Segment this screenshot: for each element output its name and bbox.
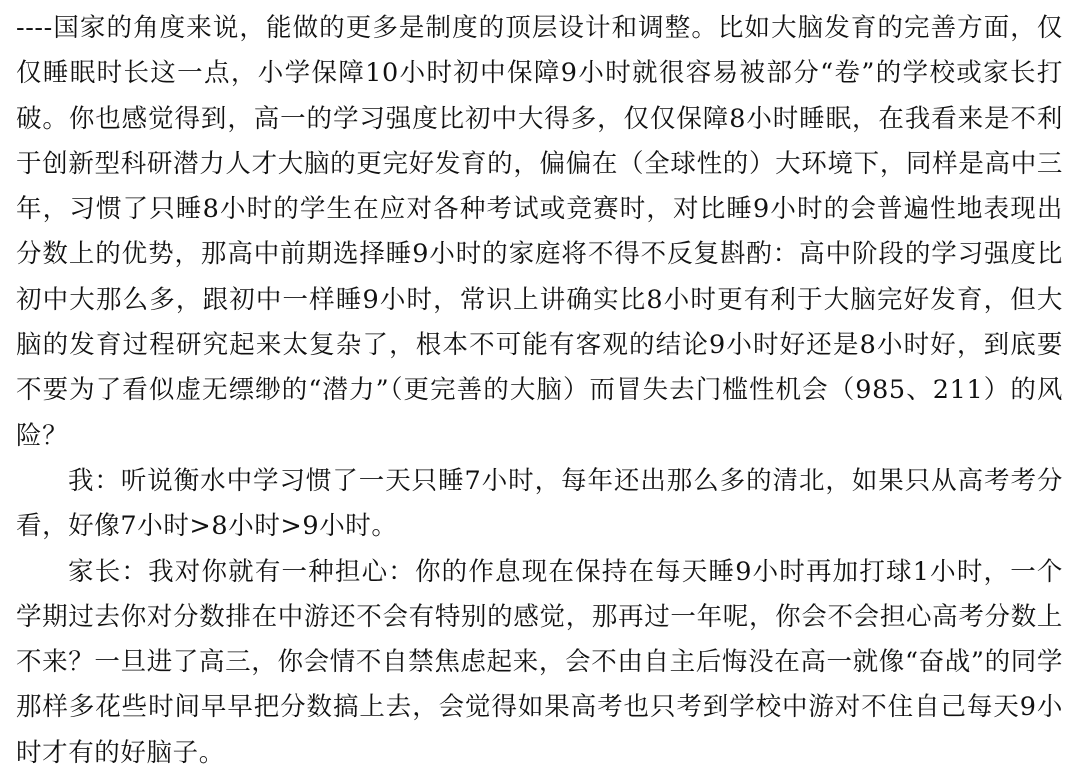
paragraph-parent-concern: 家长：我对你就有一种担心：你的作息现在保持在每天睡9小时再加打球1小时，一个学期过去你对分数排在中游还不会有特别的感觉，那再过一年呢，你会不会担心高考分数上不来？一旦进了高三，你会情不自禁焦虑起来，会不由自主后悔没在高一就像“奋战”的同学那样多花些时间早早把分数搞上去，会觉得如果高考也只考到学校中游对不住自己每天9小时才有的好脑子。 (16, 556, 1063, 768)
paragraph-policy: ----国家的角度来说，能做的更多是制度的顶层设计和调整。比如大脑发育的完善方面，仅仅睡眠时长这一点，小学保障10小时初中保障9小时就很容易被部分“卷”的学校或家长打破。你也感觉得到，高一的学习强度比初中大得多，仅仅保障8小时睡眠，在我看来是不利于创新型科研潜力人才大脑的更完好发育的，偏偏在（全球性的）大环境下，同样是高中三年，习惯了只睡8小时的学生在应对各种考试或竞赛时，对比睡9小时的会普遍性地表现出分数上的优势，那高中前期选择睡9小时的家庭将不得不反复斟酌：高中阶段的学习强度比初中大那么多，跟初中一样睡9小时，常识上讲确实比8小时更有利于大脑完好发育，但大脑的发育过程研究起来太复杂了，根本不可能有客观的结论9小时好还是8小时好，到底要不要为了看似虚无缥缈的“潜力”（更完善的大脑）而冒失去门槛性机会（985、211）的风险？ (16, 13, 1063, 451)
paragraph-student-remark: 我：听说衡水中学习惯了一天只睡7小时，每年还出那么多的清北，如果只从高考考分看，好像7小时>8小时>9小时。 (16, 465, 1063, 542)
